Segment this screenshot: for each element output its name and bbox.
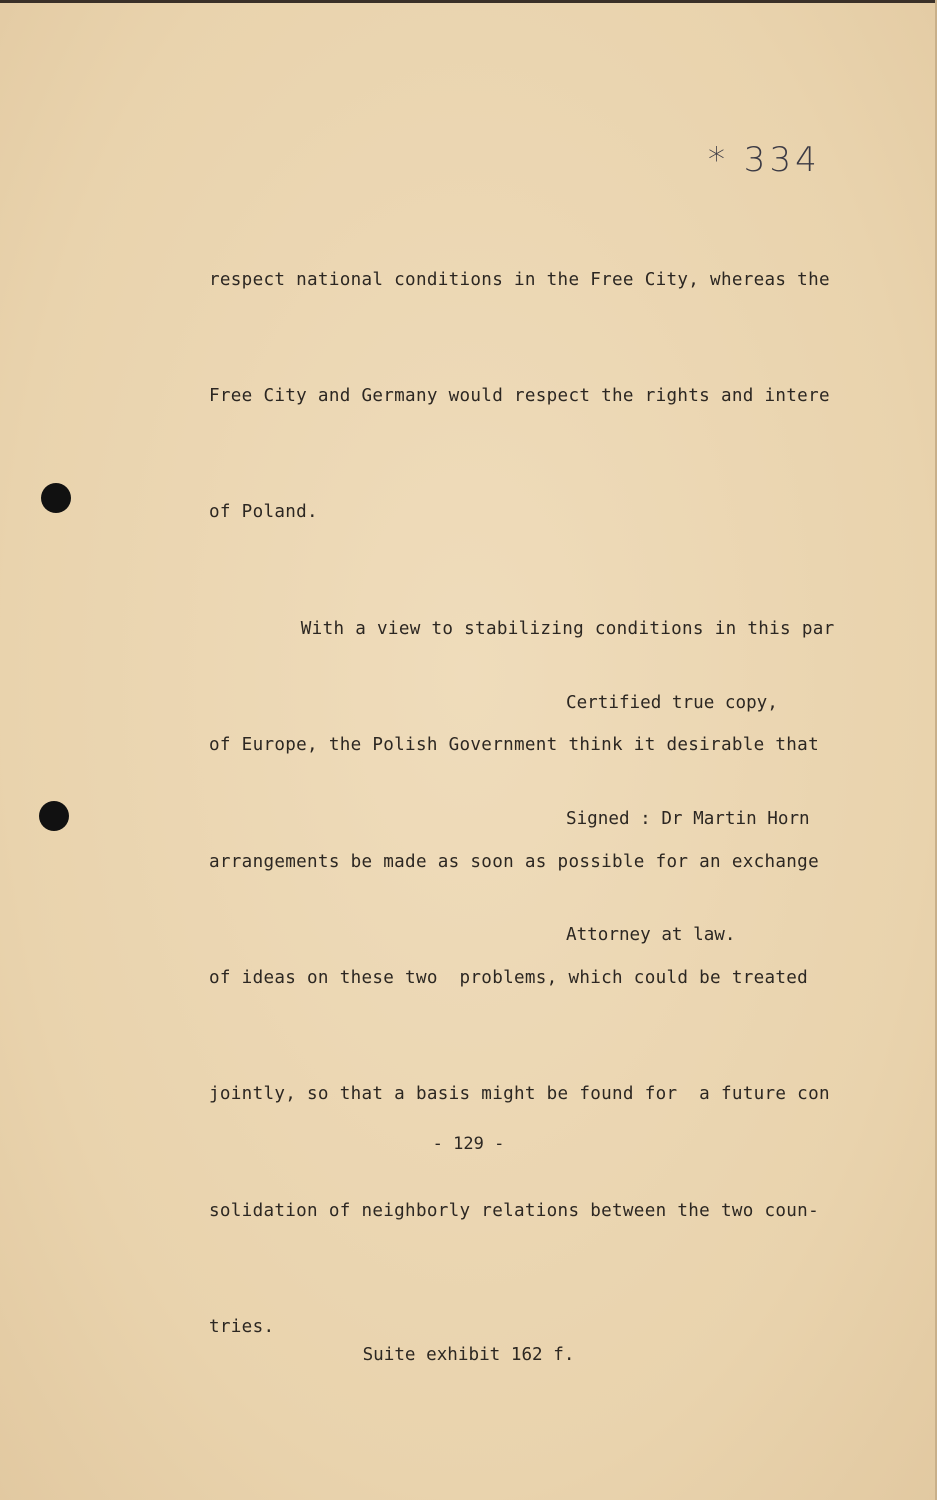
punch-hole: [41, 483, 71, 513]
body-line: of ideas on these two problems, which could be treated: [209, 967, 809, 988]
body-line: jointly, so that a basis might be found for a future con: [209, 1084, 830, 1105]
body-line: solidation of neighborly relations between the two coun-: [209, 1200, 819, 1221]
punch-hole: [39, 801, 69, 831]
signature-line: Signed : Dr Martin Horn: [566, 808, 810, 829]
certification-block: [566, 606, 810, 1033]
body-line: of Poland.: [209, 502, 318, 523]
certification-line: Certified true copy,: [566, 692, 778, 713]
attorney-line: Attorney at law.: [566, 925, 736, 946]
exhibit-label: Suite exhibit 162 f.: [362, 1345, 575, 1365]
page-number: - 129 -: [432, 1134, 505, 1154]
body-line: Free City and Germany would respect the rights and intere: [209, 385, 830, 406]
handwritten-page-number: * 334: [708, 140, 821, 180]
body-line: respect national conditions in the Free City, whereas the: [209, 269, 830, 290]
body-line: arrangements be made as soon as possible for an exchange: [209, 851, 819, 872]
body-line: tries.: [209, 1317, 275, 1338]
body-line: of Europe, the Polish Government think it desirable that: [209, 735, 819, 756]
page-top-edge: [0, 0, 937, 3]
body-line: With a view to stabilizing conditions in this par: [279, 618, 835, 639]
